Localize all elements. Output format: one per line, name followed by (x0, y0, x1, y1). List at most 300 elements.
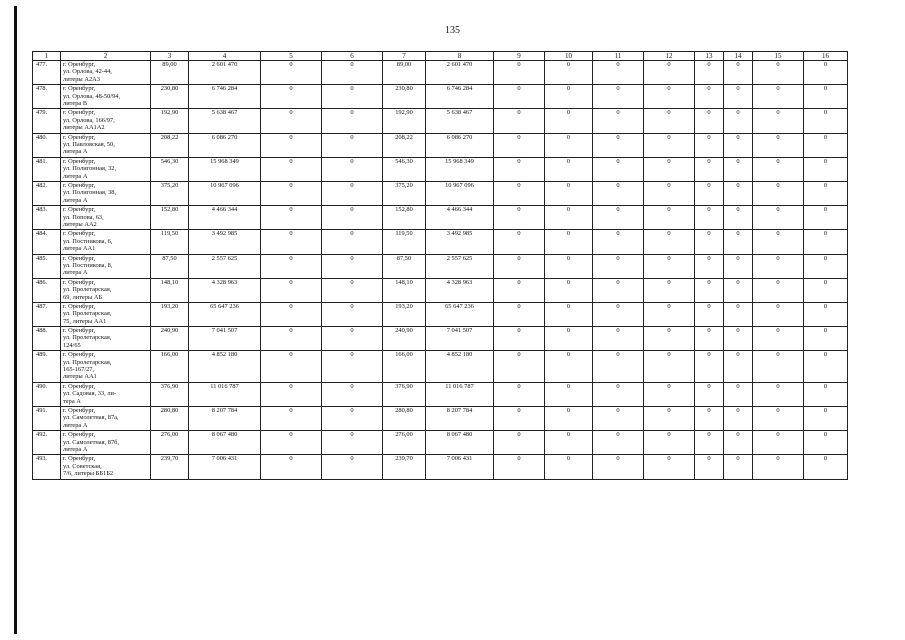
value-cell: 0 (695, 455, 724, 479)
address-cell: г. Оренбург, ул. Пролетарская, 124/65 (61, 327, 151, 351)
value-cell: 0 (322, 455, 383, 479)
value-cell: 148,10 (383, 278, 426, 302)
value-cell: 0 (593, 302, 644, 326)
address-cell: г. Оренбург, ул. Самолетная, 87а, литера А (61, 407, 151, 431)
value-cell: 119,50 (383, 230, 426, 254)
table-row (33, 351, 848, 383)
value-cell: 0 (593, 61, 644, 85)
value-cell: 0 (724, 61, 753, 85)
value-cell: 0 (695, 157, 724, 181)
value-cell: 0 (695, 85, 724, 109)
value-cell: 0 (261, 351, 322, 383)
value-cell: 0 (261, 382, 322, 406)
value-cell: 0 (261, 109, 322, 133)
address-cell: г. Оренбург, ул. Орлова, 166/97, литеры АА1А2 (61, 109, 151, 133)
value-cell: 0 (545, 455, 593, 479)
page-number: 135 (445, 25, 460, 36)
value-cell: 0 (494, 278, 545, 302)
value-cell: 0 (545, 382, 593, 406)
value-cell: 0 (593, 206, 644, 230)
value-cell: 0 (593, 157, 644, 181)
value-cell: 0 (593, 85, 644, 109)
value-cell: 0 (322, 407, 383, 431)
value-cell: 0 (804, 302, 848, 326)
column-number: 10 (545, 52, 593, 61)
table-row (33, 206, 848, 230)
table-row (33, 181, 848, 205)
value-cell: 0 (322, 133, 383, 157)
value-cell: 0 (322, 181, 383, 205)
binding-line (14, 6, 17, 634)
value-cell: 0 (494, 157, 545, 181)
value-cell: 0 (545, 351, 593, 383)
value-cell: 280,80 (383, 407, 426, 431)
value-cell: 0 (695, 109, 724, 133)
value-cell: 0 (494, 351, 545, 383)
value-cell: 193,20 (383, 302, 426, 326)
value-cell: 0 (545, 157, 593, 181)
value-cell: 119,50 (151, 230, 189, 254)
value-cell: 0 (322, 109, 383, 133)
value-cell: 2 557 625 (189, 254, 261, 278)
value-cell: 0 (593, 351, 644, 383)
value-cell: 0 (695, 407, 724, 431)
value-cell: 0 (545, 327, 593, 351)
value-cell: 0 (261, 61, 322, 85)
value-cell: 7 041 507 (426, 327, 494, 351)
value-cell: 0 (753, 455, 804, 479)
value-cell: 0 (804, 133, 848, 157)
value-cell: 0 (322, 431, 383, 455)
value-cell: 0 (644, 278, 695, 302)
address-cell: г. Оренбург, ул. Пролетарская, 69, литеры АБ (61, 278, 151, 302)
address-cell: г. Оренбург, ул. Советская, 7/6, литеры ББ1Б2 (61, 455, 151, 479)
value-cell: 0 (593, 382, 644, 406)
value-cell: 0 (644, 230, 695, 254)
column-number: 3 (151, 52, 189, 61)
value-cell: 5 638 467 (426, 109, 494, 133)
row-number: 479. (33, 109, 61, 133)
value-cell: 0 (753, 351, 804, 383)
value-cell: 276,00 (383, 431, 426, 455)
value-cell: 0 (494, 431, 545, 455)
value-cell: 0 (322, 254, 383, 278)
value-cell: 0 (804, 382, 848, 406)
value-cell: 8 207 784 (426, 407, 494, 431)
value-cell: 0 (261, 431, 322, 455)
value-cell: 239,70 (151, 455, 189, 479)
value-cell: 0 (261, 302, 322, 326)
table-row (33, 407, 848, 431)
value-cell: 4 852 180 (189, 351, 261, 383)
table-row (33, 157, 848, 181)
value-cell: 0 (494, 133, 545, 157)
value-cell: 0 (322, 302, 383, 326)
value-cell: 0 (724, 407, 753, 431)
value-cell: 230,80 (151, 85, 189, 109)
value-cell: 239,70 (383, 455, 426, 479)
table-row (33, 302, 848, 326)
value-cell: 0 (804, 407, 848, 431)
value-cell: 3 492 985 (426, 230, 494, 254)
value-cell: 65 647 236 (426, 302, 494, 326)
value-cell: 0 (695, 351, 724, 383)
value-cell: 192,90 (151, 109, 189, 133)
value-cell: 0 (593, 407, 644, 431)
value-cell: 375,20 (151, 181, 189, 205)
value-cell: 0 (322, 230, 383, 254)
value-cell: 0 (753, 181, 804, 205)
value-cell: 6 746 284 (189, 85, 261, 109)
value-cell: 0 (753, 407, 804, 431)
value-cell: 0 (261, 85, 322, 109)
value-cell: 0 (494, 85, 545, 109)
value-cell: 89,00 (383, 61, 426, 85)
value-cell: 0 (695, 382, 724, 406)
value-cell: 0 (724, 302, 753, 326)
value-cell: 0 (545, 206, 593, 230)
value-cell: 8 067 480 (189, 431, 261, 455)
value-cell: 0 (644, 455, 695, 479)
value-cell: 0 (724, 431, 753, 455)
value-cell: 0 (494, 302, 545, 326)
row-number: 488. (33, 327, 61, 351)
value-cell: 6 086 270 (189, 133, 261, 157)
value-cell: 0 (644, 431, 695, 455)
value-cell: 0 (261, 157, 322, 181)
value-cell: 0 (804, 181, 848, 205)
value-cell: 0 (261, 278, 322, 302)
value-cell: 4 328 963 (426, 278, 494, 302)
value-cell: 208,22 (383, 133, 426, 157)
value-cell: 0 (695, 133, 724, 157)
row-number: 489. (33, 351, 61, 383)
value-cell: 148,10 (151, 278, 189, 302)
value-cell: 0 (724, 181, 753, 205)
value-cell: 376,90 (151, 382, 189, 406)
column-number: 2 (61, 52, 151, 61)
value-cell: 0 (804, 206, 848, 230)
value-cell: 0 (545, 133, 593, 157)
row-number: 487. (33, 302, 61, 326)
value-cell: 0 (545, 61, 593, 85)
value-cell: 0 (494, 254, 545, 278)
value-cell: 376,90 (383, 382, 426, 406)
value-cell: 276,00 (151, 431, 189, 455)
value-cell: 0 (593, 133, 644, 157)
address-cell: г. Оренбург, ул. Пролетарская, 75, литеры АА1 (61, 302, 151, 326)
address-cell: г. Оренбург, ул. Орлова, 48-50/94, литера В (61, 85, 151, 109)
table-row (33, 133, 848, 157)
table-row (33, 455, 848, 479)
value-cell: 240,90 (383, 327, 426, 351)
value-cell: 0 (545, 181, 593, 205)
value-cell: 2 601 470 (189, 61, 261, 85)
value-cell: 0 (494, 181, 545, 205)
value-cell: 0 (322, 61, 383, 85)
row-number: 491. (33, 407, 61, 431)
value-cell: 0 (261, 181, 322, 205)
value-cell: 8 207 784 (189, 407, 261, 431)
value-cell: 15 968 349 (189, 157, 261, 181)
value-cell: 0 (753, 206, 804, 230)
value-cell: 0 (322, 278, 383, 302)
value-cell: 0 (545, 230, 593, 254)
address-cell: г. Оренбург, ул. Орлова, 42-44, литеры А2А3 (61, 61, 151, 85)
table-row (33, 85, 848, 109)
value-cell: 11 016 787 (426, 382, 494, 406)
column-number: 11 (593, 52, 644, 61)
value-cell: 240,90 (151, 327, 189, 351)
value-cell: 7 006 431 (426, 455, 494, 479)
value-cell: 7 041 507 (189, 327, 261, 351)
value-cell: 0 (545, 278, 593, 302)
column-number-row (33, 52, 848, 61)
table-row (33, 254, 848, 278)
value-cell: 166,00 (383, 351, 426, 383)
value-cell: 0 (724, 327, 753, 351)
column-number: 6 (322, 52, 383, 61)
address-cell: г. Оренбург, ул. Полигонная, 38, литера А (61, 181, 151, 205)
value-cell: 0 (261, 230, 322, 254)
value-cell: 375,20 (383, 181, 426, 205)
value-cell: 0 (644, 254, 695, 278)
value-cell: 15 968 349 (426, 157, 494, 181)
row-number: 480. (33, 133, 61, 157)
value-cell: 0 (261, 455, 322, 479)
row-number: 483. (33, 206, 61, 230)
column-number: 8 (426, 52, 494, 61)
value-cell: 0 (545, 109, 593, 133)
data-table (32, 51, 848, 480)
value-cell: 0 (695, 61, 724, 85)
value-cell: 0 (695, 206, 724, 230)
address-cell: г. Оренбург, ул. Садовая, 33, ли- тера А (61, 382, 151, 406)
value-cell: 5 638 467 (189, 109, 261, 133)
value-cell: 0 (644, 206, 695, 230)
value-cell: 2 601 470 (426, 61, 494, 85)
value-cell: 0 (644, 382, 695, 406)
value-cell: 152,80 (151, 206, 189, 230)
value-cell: 0 (322, 351, 383, 383)
address-cell: г. Оренбург, ул. Павловская, 50, литера А (61, 133, 151, 157)
value-cell: 546,30 (383, 157, 426, 181)
value-cell: 4 328 963 (189, 278, 261, 302)
value-cell: 0 (753, 230, 804, 254)
column-number: 9 (494, 52, 545, 61)
value-cell: 89,00 (151, 61, 189, 85)
value-cell: 10 967 096 (189, 181, 261, 205)
value-cell: 0 (261, 133, 322, 157)
row-number: 493. (33, 455, 61, 479)
value-cell: 0 (724, 206, 753, 230)
column-number: 7 (383, 52, 426, 61)
value-cell: 166,00 (151, 351, 189, 383)
row-number: 478. (33, 85, 61, 109)
value-cell: 11 016 787 (189, 382, 261, 406)
value-cell: 0 (804, 157, 848, 181)
value-cell: 3 492 985 (189, 230, 261, 254)
value-cell: 0 (494, 61, 545, 85)
value-cell: 0 (322, 382, 383, 406)
column-number: 1 (33, 52, 61, 61)
value-cell: 0 (322, 327, 383, 351)
value-cell: 0 (261, 206, 322, 230)
value-cell: 0 (804, 61, 848, 85)
value-cell: 0 (494, 455, 545, 479)
value-cell: 0 (545, 85, 593, 109)
address-cell: г. Оренбург, ул. Постникова, 6, литера АА1 (61, 230, 151, 254)
value-cell: 0 (753, 61, 804, 85)
value-cell: 0 (724, 278, 753, 302)
value-cell: 0 (644, 61, 695, 85)
value-cell: 0 (644, 181, 695, 205)
value-cell: 0 (593, 181, 644, 205)
value-cell: 0 (695, 278, 724, 302)
value-cell: 0 (494, 382, 545, 406)
table-row (33, 278, 848, 302)
value-cell: 0 (261, 407, 322, 431)
value-cell: 0 (753, 109, 804, 133)
value-cell: 0 (593, 431, 644, 455)
value-cell: 0 (644, 109, 695, 133)
value-cell: 546,30 (151, 157, 189, 181)
table-row (33, 431, 848, 455)
value-cell: 0 (753, 157, 804, 181)
value-cell: 0 (644, 351, 695, 383)
value-cell: 0 (494, 109, 545, 133)
value-cell: 193,20 (151, 302, 189, 326)
value-cell: 0 (753, 133, 804, 157)
row-number: 482. (33, 181, 61, 205)
value-cell: 0 (804, 431, 848, 455)
column-number: 12 (644, 52, 695, 61)
column-number: 4 (189, 52, 261, 61)
address-cell: г. Оренбург, ул. Постникова, 8, литера А (61, 254, 151, 278)
value-cell: 0 (695, 327, 724, 351)
column-number: 5 (261, 52, 322, 61)
value-cell: 0 (724, 351, 753, 383)
row-number: 492. (33, 431, 61, 455)
value-cell: 0 (545, 254, 593, 278)
value-cell: 87,50 (151, 254, 189, 278)
value-cell: 0 (804, 351, 848, 383)
column-number: 15 (753, 52, 804, 61)
value-cell: 0 (322, 85, 383, 109)
row-number: 477. (33, 61, 61, 85)
value-cell: 0 (322, 157, 383, 181)
table-row (33, 109, 848, 133)
value-cell: 0 (593, 327, 644, 351)
value-cell: 0 (753, 431, 804, 455)
value-cell: 4 852 180 (426, 351, 494, 383)
row-number: 481. (33, 157, 61, 181)
column-number: 13 (695, 52, 724, 61)
value-cell: 0 (545, 302, 593, 326)
value-cell: 0 (644, 157, 695, 181)
value-cell: 0 (724, 133, 753, 157)
value-cell: 10 967 096 (426, 181, 494, 205)
value-cell: 0 (494, 230, 545, 254)
table-row (33, 230, 848, 254)
value-cell: 0 (753, 85, 804, 109)
value-cell: 0 (753, 327, 804, 351)
value-cell: 2 557 625 (426, 254, 494, 278)
value-cell: 0 (724, 382, 753, 406)
address-cell: г. Оренбург, ул. Попова, 63, литеры АА2 (61, 206, 151, 230)
value-cell: 0 (593, 278, 644, 302)
value-cell: 0 (724, 254, 753, 278)
row-number: 484. (33, 230, 61, 254)
value-cell: 0 (695, 431, 724, 455)
value-cell: 6 086 270 (426, 133, 494, 157)
address-cell: г. Оренбург, ул. Полигонная, 32, литера А (61, 157, 151, 181)
value-cell: 0 (695, 230, 724, 254)
value-cell: 4 466 344 (426, 206, 494, 230)
value-cell: 87,50 (383, 254, 426, 278)
value-cell: 0 (753, 254, 804, 278)
value-cell: 0 (322, 206, 383, 230)
table-row (33, 382, 848, 406)
value-cell: 0 (695, 302, 724, 326)
row-number: 486. (33, 278, 61, 302)
value-cell: 4 466 344 (189, 206, 261, 230)
value-cell: 0 (724, 109, 753, 133)
value-cell: 0 (724, 455, 753, 479)
value-cell: 0 (593, 455, 644, 479)
row-number: 490. (33, 382, 61, 406)
value-cell: 230,80 (383, 85, 426, 109)
value-cell: 0 (644, 302, 695, 326)
value-cell: 192,90 (383, 109, 426, 133)
row-number: 485. (33, 254, 61, 278)
address-cell: г. Оренбург, ул. Самолетная, 87б, литера А (61, 431, 151, 455)
value-cell: 0 (261, 327, 322, 351)
value-cell: 0 (494, 407, 545, 431)
value-cell: 0 (804, 254, 848, 278)
value-cell: 0 (804, 85, 848, 109)
column-number: 14 (724, 52, 753, 61)
value-cell: 0 (494, 206, 545, 230)
value-cell: 0 (724, 230, 753, 254)
value-cell: 0 (724, 85, 753, 109)
address-cell: г. Оренбург, ул. Пролетарская, 165-167/27, литеры АА1 (61, 351, 151, 383)
value-cell: 65 647 236 (189, 302, 261, 326)
column-number: 16 (804, 52, 848, 61)
value-cell: 7 006 431 (189, 455, 261, 479)
value-cell: 0 (724, 157, 753, 181)
value-cell: 0 (494, 327, 545, 351)
value-cell: 6 746 284 (426, 85, 494, 109)
value-cell: 0 (644, 407, 695, 431)
value-cell: 0 (261, 254, 322, 278)
value-cell: 0 (593, 230, 644, 254)
value-cell: 0 (804, 327, 848, 351)
table-row (33, 61, 848, 85)
value-cell: 0 (593, 109, 644, 133)
value-cell: 8 067 480 (426, 431, 494, 455)
value-cell: 208,22 (151, 133, 189, 157)
value-cell: 0 (804, 278, 848, 302)
value-cell: 0 (644, 85, 695, 109)
value-cell: 0 (753, 302, 804, 326)
value-cell: 0 (753, 382, 804, 406)
table-row (33, 327, 848, 351)
value-cell: 0 (695, 181, 724, 205)
value-cell: 0 (804, 455, 848, 479)
value-cell: 0 (545, 431, 593, 455)
value-cell: 0 (545, 407, 593, 431)
